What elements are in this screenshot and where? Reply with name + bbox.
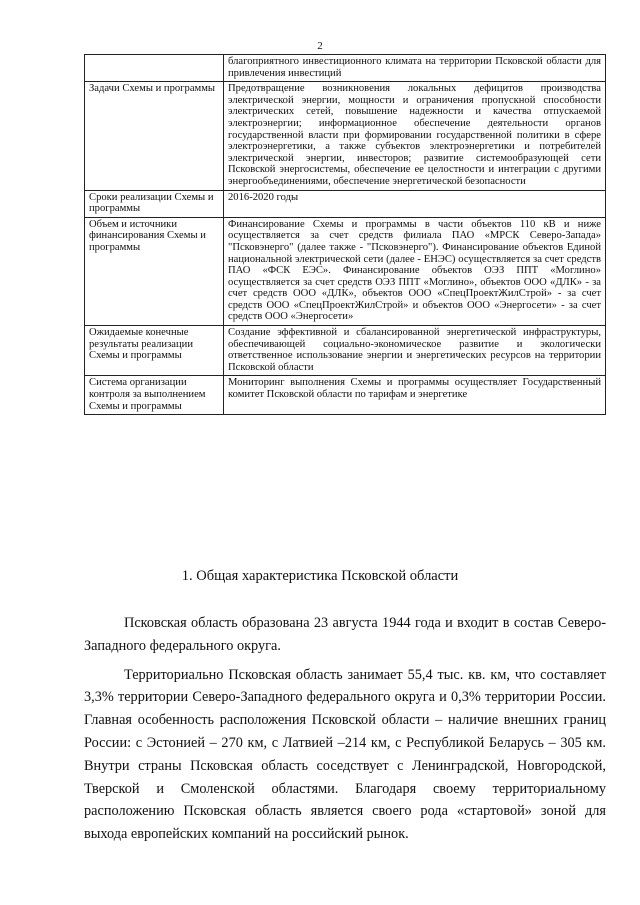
page-number: 2 <box>317 40 323 52</box>
row-label: Система организации контроля за выполнением Схемы и программы <box>85 376 224 415</box>
row-label: Задачи Схемы и программы <box>85 82 224 190</box>
row-label: Объем и источники финансирования Схемы и программы <box>85 217 224 325</box>
paragraph: Территориально Псковская область занимает 55,4 тыс. кв. км, что составляет 3,3% территории Северо-Западного федерального округа и 0,3% территории России. Главная особенность расположения Псковской области – наличие внешних границ России: с Эстонией – 270 км, с Латвией –214 км, с Республикой Беларусь – 305 км. Внутри страны Псковская область соседствует с Ленинградской, Новгородской, Тверской и Смоленской областями. Благодаря своему территориальному расположению Псковская область является своего рода «стартовой» зоной для выхода европейских компаний на российский рынок. <box>84 666 606 843</box>
program-passport-table <box>84 54 606 415</box>
section-heading: 1. Общая характеристика Псковской области <box>181 568 459 584</box>
table-row <box>85 55 606 82</box>
row-value: Финансирование Схемы и программы в части объектов 110 кВ и ниже осуществляется за счет средств филиала ПАО «МРСК Северо-Запада» "Псковэнерго" (далее также - "Псковэнерго"). Финансирование объектов Единой национальной электрической сети (далее - ЕНЭС) осуществляется за счет средств ПАО «ФСК ЕЭС». Финансирование объектов ОЭЗ ППТ «Моглино» осуществляется за счет средств ОЭЗ ППТ «Моглино», объектов ООО «ДЛК» - за счет средств ООО «ДЛК», объектов ООО «СпецПроектЖилСтрой» - за счет средств ООО «СпецПроектЖилСтрой» и объектов ООО «Энергосети» - за счет средств ООО «Энергосети» <box>224 217 606 325</box>
table-row <box>85 82 606 190</box>
row-value: Создание эффективной и сбалансированной энергетической инфраструктуры, обеспечивающей социально-экономическое развитие и экологически ответственное использование энергии и энергетических ресурсов на территории Псковской области <box>224 326 606 376</box>
row-label: Ожидаемые конечные результаты реализации Схемы и программы <box>85 326 224 376</box>
section-body <box>84 612 606 852</box>
table-row <box>85 326 606 376</box>
row-value: Мониторинг выполнения Схемы и программы осуществляет Государственный комитет Псковской области по тарифам и энергетике <box>224 376 606 415</box>
row-value: благоприятного инвестиционного климата на территории Псковской области для привлечения инвестиций <box>224 55 606 82</box>
paragraph: Псковская область образована 23 августа 1944 года и входит в состав Северо-Западного федерального округа. <box>84 615 606 654</box>
row-label: Сроки реализации Схемы и программы <box>85 190 224 217</box>
row-label <box>85 55 224 82</box>
table-row <box>85 190 606 217</box>
row-value: Предотвращение возникновения локальных дефицитов производства электрической энергии, мощности и ограничения пропускной способности электрических сетей, повышение надежности и качества отпускаемой электроэнергии; информационное обеспечение деятельности органов государственной власти при формировании государственной политики в сфере электроэнергетики, а также субъектов электроэнергетики и потребителей электрической энергии, инвесторов; развитие системообразующей сети Псковской энергосистемы, обеспечение ее целостности и интеграции с другими энергообъединениями, обеспечение энергетической безопасности <box>224 82 606 190</box>
row-value: 2016-2020 годы <box>224 190 606 217</box>
table-row <box>85 217 606 325</box>
table-row <box>85 376 606 415</box>
